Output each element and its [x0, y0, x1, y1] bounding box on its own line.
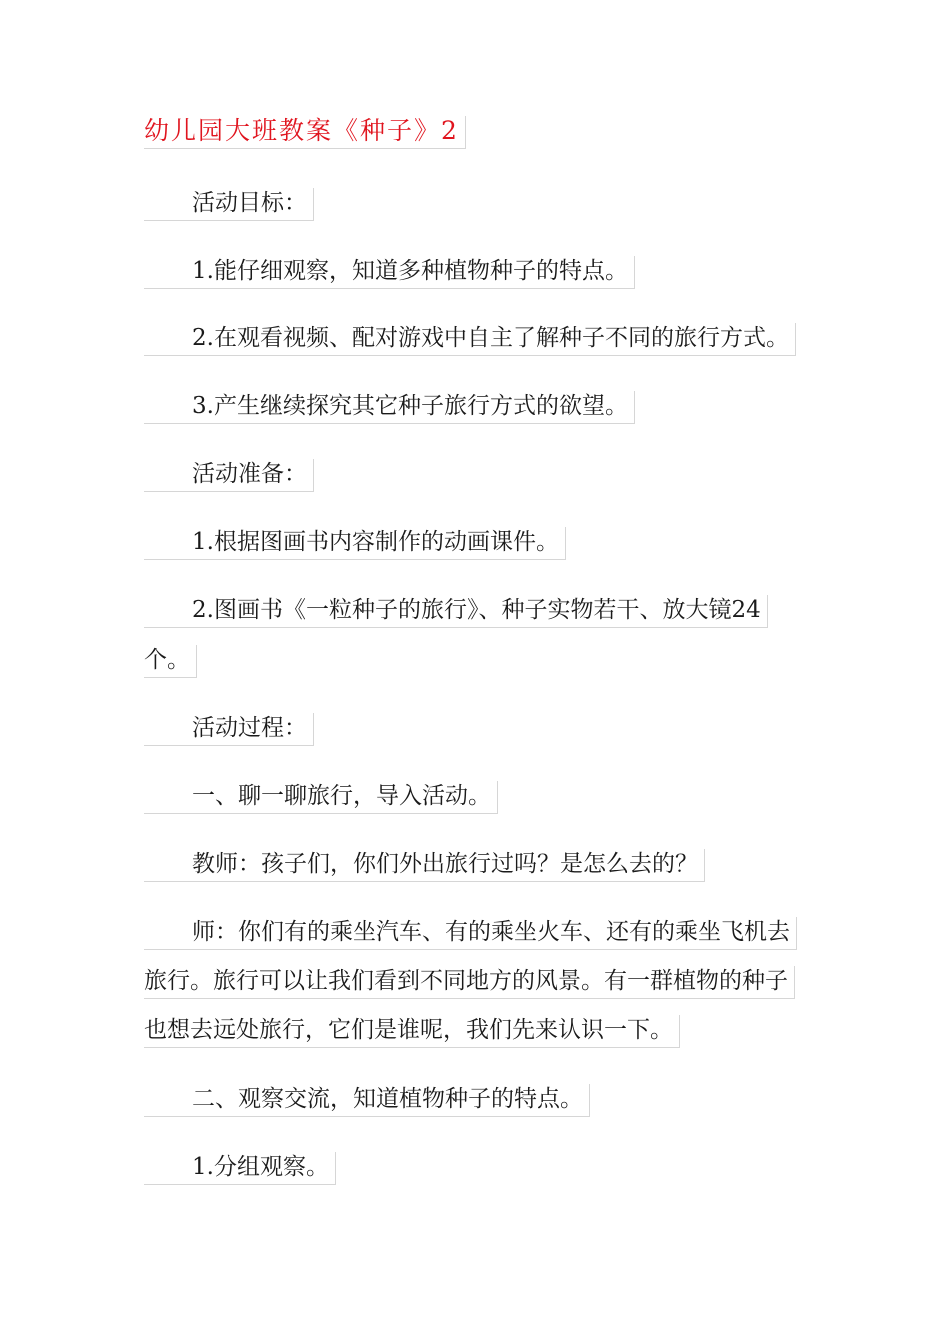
paragraph: 2.图画书《一粒种子的旅行》、种子实物若干、放大镜24 [144, 595, 768, 628]
section-heading-goals: 活动目标： [144, 188, 314, 221]
paragraph-continuation: 也想去远处旅行，它们是谁呢，我们先来认识一下。 [144, 1015, 680, 1048]
step-heading: 一、聊一聊旅行，导入活动。 [144, 781, 498, 814]
step-heading: 二、观察交流，知道植物种子的特点。 [144, 1084, 590, 1117]
document-title: 幼儿园大班教案《种子》2 [144, 116, 466, 149]
section-heading-preparation: 活动准备： [144, 459, 314, 492]
paragraph: 1.能仔细观察，知道多种植物种子的特点。 [144, 256, 635, 289]
paragraph: 教师：孩子们，你们外出旅行过吗？是怎么去的？ [144, 849, 705, 882]
paragraph: 3.产生继续探究其它种子旅行方式的欲望。 [144, 391, 635, 424]
paragraph: 1.分组观察。 [144, 1152, 336, 1185]
paragraph-continuation: 旅行。旅行可以让我们看到不同地方的风景。有一群植物的种子 [144, 966, 795, 999]
paragraph: 师：你们有的乘坐汽车、有的乘坐火车、还有的乘坐飞机去 [144, 917, 797, 950]
paragraph-continuation: 个。 [144, 645, 197, 678]
paragraph: 1.根据图画书内容制作的动画课件。 [144, 527, 566, 560]
paragraph: 2.在观看视频、配对游戏中自主了解种子不同的旅行方式。 [144, 323, 796, 356]
section-heading-process: 活动过程： [144, 713, 314, 746]
